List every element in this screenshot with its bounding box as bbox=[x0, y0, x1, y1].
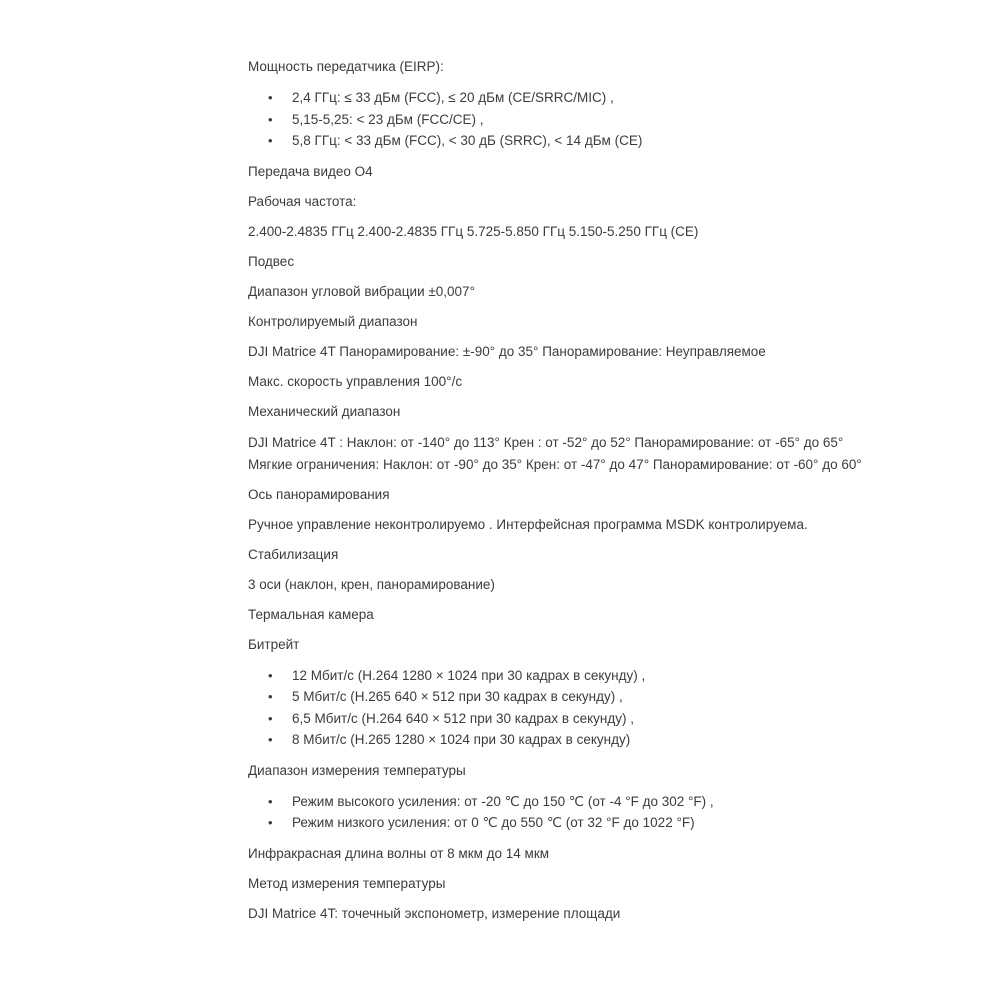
text-line: DJI Matrice 4T Панорамирование: ±-90° до 35° Панорамирование: Неуправляемое bbox=[248, 343, 766, 359]
text-line: DJI Matrice 4T: точечный экспонометр, измерение площади bbox=[248, 905, 621, 921]
text-line: Макс. скорость управления 100°/с bbox=[248, 373, 463, 389]
list-item-text: 2,4 ГГц: ≤ 33 дБм (FCC), ≤ 20 дБм (CE/SRRC/MIC) , bbox=[292, 90, 614, 105]
list-item-text: 6,5 Мбит/с (H.264 640 × 512 при 30 кадрах в секунду) , bbox=[292, 710, 634, 726]
list-item-text: 5,15-5,25: < 23 дБм (FCC/CE) , bbox=[292, 111, 484, 127]
list-item bbox=[248, 686, 888, 708]
paragraph bbox=[248, 545, 888, 565]
list-item bbox=[248, 812, 888, 834]
paragraph bbox=[248, 575, 888, 595]
text-line: Стабилизация bbox=[248, 546, 339, 562]
list-item bbox=[248, 665, 888, 687]
text-line: DJI Matrice 4T : Наклон: от -140° до 113° Крен : от -52° до 52° Панорамирование: от -65° до 65° bbox=[248, 434, 844, 450]
list-item bbox=[248, 708, 888, 730]
paragraph bbox=[248, 57, 888, 77]
list-item bbox=[248, 130, 888, 152]
list-item-text: Режим низкого усиления: от 0 ℃ до 550 ℃ (от 32 °F до 1022 °F) bbox=[292, 815, 695, 830]
text-line: Механический диапазон bbox=[248, 403, 401, 419]
paragraph bbox=[248, 874, 888, 894]
list-item bbox=[248, 791, 888, 813]
bullet-icon: • bbox=[268, 111, 273, 127]
paragraph bbox=[248, 515, 888, 535]
paragraph bbox=[248, 252, 888, 272]
list-item bbox=[248, 729, 888, 751]
bullet-icon: • bbox=[268, 133, 273, 148]
text-line: Подвес bbox=[248, 253, 295, 269]
bullet-icon: • bbox=[268, 732, 273, 747]
text-line: 3 оси (наклон, крен, панорамирование) bbox=[248, 576, 495, 592]
text-line: Мощность передатчика (EIRP): bbox=[248, 59, 444, 74]
text-line: Мягкие ограничения: Наклон: от -90° до 35° Крен: от -47° до 47° Панорамирование: от -60° до 60° bbox=[248, 456, 862, 472]
bullet-icon: • bbox=[268, 689, 273, 704]
bullet-icon: • bbox=[268, 667, 273, 683]
list-item bbox=[248, 109, 888, 131]
text-line: Диапазон угловой вибрации ±0,007° bbox=[248, 283, 475, 299]
paragraph bbox=[248, 282, 888, 302]
bullet-icon: • bbox=[268, 793, 273, 809]
paragraph bbox=[248, 485, 888, 505]
bullet-icon: • bbox=[268, 815, 273, 830]
bullet-icon: • bbox=[268, 710, 273, 726]
list-item-text: 5 Мбит/с (H.265 640 × 512 при 30 кадрах в секунду) , bbox=[292, 689, 623, 704]
list-item-text: 5,8 ГГц: < 33 дБм (FCC), < 30 дБ (SRRC), < 14 дБм (CE) bbox=[292, 133, 643, 148]
list-item-text: Режим высокого усиления: от -20 ℃ до 150 ℃ (от -4 °F до 302 °F) , bbox=[292, 793, 714, 809]
paragraph bbox=[248, 402, 888, 422]
paragraph bbox=[248, 342, 888, 362]
text-line: 2.400-2.4835 ГГц 2.400-2.4835 ГГц 5.725-5.850 ГГц 5.150-5.250 ГГц (CE) bbox=[248, 223, 699, 239]
paragraph bbox=[248, 761, 888, 781]
text-line: Битрейт bbox=[248, 636, 300, 652]
text-line: Ручное управление неконтролируемо . Интерфейсная программа MSDK контролируема. bbox=[248, 516, 808, 532]
list-item bbox=[248, 87, 888, 109]
text-line: Передача видео O4 bbox=[248, 163, 373, 179]
list-item-text: 8 Мбит/с (H.265 1280 × 1024 при 30 кадрах в секунду) bbox=[292, 732, 631, 747]
bullet-list bbox=[248, 791, 888, 834]
bullet-list bbox=[248, 665, 888, 751]
document-content bbox=[248, 57, 888, 934]
text-line: Диапазон измерения температуры bbox=[248, 762, 466, 778]
paragraph bbox=[248, 192, 888, 212]
text-line: Контролируемый диапазон bbox=[248, 313, 418, 329]
paragraph bbox=[248, 372, 888, 392]
paragraph bbox=[248, 222, 888, 242]
bullet-icon: • bbox=[268, 90, 273, 105]
paragraph bbox=[248, 432, 888, 476]
paragraph bbox=[248, 162, 888, 182]
text-line: Инфракрасная длина волны от 8 мкм до 14 мкм bbox=[248, 845, 550, 861]
paragraph bbox=[248, 844, 888, 864]
text-line: Рабочая частота: bbox=[248, 193, 357, 209]
text-line: Термальная камера bbox=[248, 606, 374, 622]
paragraph bbox=[248, 635, 888, 655]
paragraph bbox=[248, 312, 888, 332]
text-line: Метод измерения температуры bbox=[248, 875, 446, 891]
bullet-list bbox=[248, 87, 888, 152]
list-item-text: 12 Мбит/с (H.264 1280 × 1024 при 30 кадрах в секунду) , bbox=[292, 667, 646, 683]
paragraph bbox=[248, 904, 888, 924]
text-line: Ось панорамирования bbox=[248, 486, 390, 502]
paragraph bbox=[248, 605, 888, 625]
